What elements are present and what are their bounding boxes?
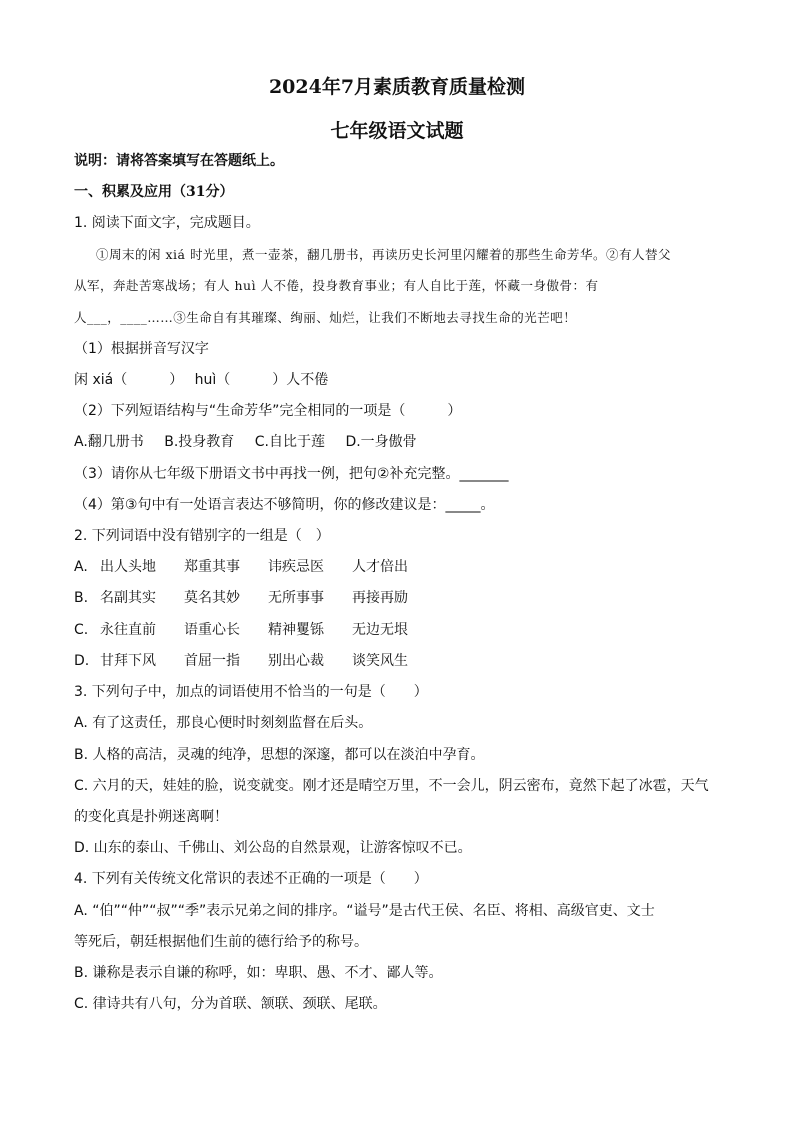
q4-stem: 4. 下列有关传统文化常识的表述不正确的一项是（ ） <box>74 871 428 887</box>
exam-subtitle: 七年级语文试题 <box>330 120 464 142</box>
q1-sub1-blanks: 闲 xiá（ ） huì（ ）人不倦 <box>74 372 329 388</box>
q2-row-b[interactable] <box>74 589 436 607</box>
q1-sub1: （1）根据拼音写汉字 <box>74 341 209 357</box>
q2-word: 出人头地 <box>100 559 156 575</box>
q1-option-d[interactable]: D.一身傲骨 <box>345 434 417 450</box>
q4-option-b[interactable]: B. 谦称是表示自谦的称呼，如：卑职、愚、不才、鄙人等。 <box>74 965 443 981</box>
q2-word: 讳疾忌医 <box>268 559 324 575</box>
q4-option-a[interactable]: A. “伯”“仲”“叔”“季”表示兄弟之间的排序。“谥号”是古代王侯、名臣、将相、高级官吏、文士 <box>74 903 655 919</box>
q2-row-label: D. <box>74 653 90 669</box>
q2-word: 首屈一指 <box>184 653 240 669</box>
q2-word: 谈笑风生 <box>352 653 408 669</box>
q3-stem: 3. 下列句子中，加点的词语使用不恰当的一句是（ ） <box>74 684 428 700</box>
q1-stem: 1. 阅读下面文字，完成题目。 <box>74 215 260 231</box>
q3-option-c[interactable]: C. 六月的天，娃娃的脸，说变就变。刚才还是晴空万里，不一会儿，阴云密布，竟然下起了冰雹，天气 <box>74 778 709 794</box>
section-heading: 一、积累及应用（31分） <box>74 184 234 200</box>
q2-word: 人才倍出 <box>352 559 408 575</box>
q3-option-a[interactable]: A. 有了这责任，那良心便时时刻刻监督在后头。 <box>74 715 373 731</box>
exam-title: 2024年7月素质教育质量检测 <box>268 76 526 98</box>
q3-option-d[interactable]: D. 山东的泰山、千佛山、刘公岛的自然景观，让游客惊叹不已。 <box>74 840 472 856</box>
q2-word: 语重心长 <box>184 622 240 638</box>
q4-option-c[interactable]: C. 律诗共有八句，分为首联、颔联、颈联、尾联。 <box>74 996 387 1012</box>
instruction-note: 说明：请将答案填写在答题纸上。 <box>74 153 284 169</box>
q1-sub2: （2）下列短语结构与“生命芳华”完全相同的一项是（ ） <box>74 403 462 419</box>
q1-passage-line-3: 人___，____……③生命自有其璀璨、绚丽、灿烂，让我们不断地去寻找生命的光芒吧！ <box>74 310 577 325</box>
q4-option-a-cont: 等死后，朝廷根据他们生前的德行给予的称号。 <box>74 934 368 950</box>
q1-sub2-options <box>74 433 433 451</box>
q2-row-label: C. <box>74 622 89 638</box>
q1-passage-line-2: 从军，奔赴苦寒战场；有人 huì 人不倦，投身教育事业；有人自比于莲，怀藏一身傲骨：有 <box>74 278 599 293</box>
q2-word: 无所事事 <box>268 590 324 606</box>
q2-word: 甘拜下风 <box>100 653 156 669</box>
q3-option-b[interactable]: B. 人格的高洁，灵魂的纯净，思想的深邃，都可以在淡泊中孕育。 <box>74 747 485 763</box>
q2-word: 再接再励 <box>352 590 408 606</box>
q2-word: 郑重其事 <box>184 559 240 575</box>
q2-row-label: A. <box>74 559 88 575</box>
q1-option-c[interactable]: C.自比于莲 <box>254 434 325 450</box>
q2-row-c[interactable] <box>74 621 436 639</box>
q2-word: 精神矍铄 <box>268 622 324 638</box>
q2-word: 永往直前 <box>100 622 156 638</box>
q2-word: 莫名其妙 <box>184 590 240 606</box>
q1-passage-line-1: ①周末的闲 xiá 时光里，煮一壶茶，翻几册书，再读历史长河里闪耀着的那些生命芳华。②有人替父 <box>96 247 671 262</box>
q1-option-b[interactable]: B.投身教育 <box>164 434 235 450</box>
q2-row-d[interactable] <box>74 652 436 670</box>
q2-word: 名副其实 <box>100 590 156 606</box>
q2-word: 别出心裁 <box>268 653 324 669</box>
q2-row-label: B. <box>74 590 89 606</box>
q1-sub4: （4）第③句中有一处语言表达不够简明，你的修改建议是：_____。 <box>74 497 495 513</box>
q2-word: 无边无垠 <box>352 622 408 638</box>
q1-sub3: （3）请你从七年级下册语文书中再找一例，把句②补充完整。_______ <box>74 466 509 482</box>
q1-option-a[interactable]: A.翻几册书 <box>74 434 144 450</box>
q2-stem: 2. 下列词语中没有错别字的一组是（ ） <box>74 528 330 544</box>
q3-option-c-cont: 的变化真是扑朔迷离啊！ <box>74 809 228 825</box>
q2-row-a[interactable] <box>74 558 436 576</box>
